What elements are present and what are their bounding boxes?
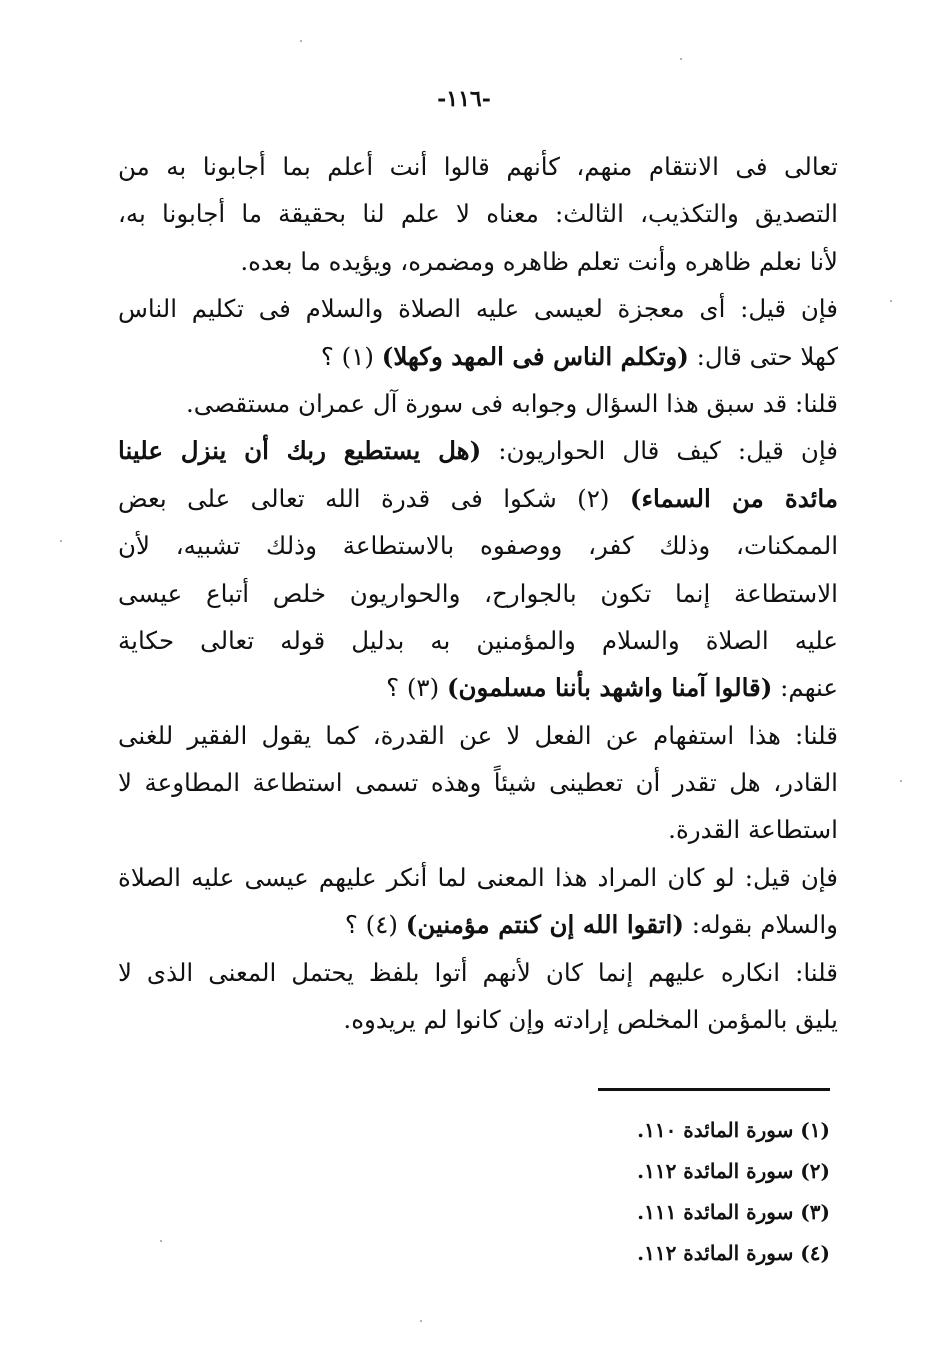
text-run: لأنا نعلم ظاهره وأنت تعلم ظاهره ومضمره، ويؤيده ما بعده. — [240, 246, 838, 276]
text-run: قلنا: هذا استفهام عن الفعل لا عن القدرة، كما يقول الفقير للغنى — [118, 720, 838, 750]
text-run: يليق بالمؤمن المخلص إرادته وإن كانوا لم يريدوه. — [343, 1005, 838, 1035]
text-run: فإن قيل: أى معجزة لعيسى عليه الصلاة والسلام فى تكليم الناس — [118, 294, 838, 324]
text-line — [118, 996, 838, 1043]
text-line — [118, 949, 838, 996]
text-run: الممكنات، وذلك كفر، ووصفوه بالاستطاعة وذلك تشبيه، لأن — [118, 531, 838, 561]
quran-verse: مائدة من السماء) — [629, 483, 838, 513]
footnote-3: (٣) سورة المائدة ١١١. — [637, 1200, 830, 1224]
footnote-4: (٤) سورة المائدة ١١٢. — [637, 1241, 830, 1265]
scan-speck — [900, 780, 902, 782]
text-run: الاستطاعة إنما تكون بالجوارح، والحواريون خلص أتباع عيسى — [118, 578, 838, 608]
text-line — [118, 238, 838, 285]
text-run: كهلا حتى قال: — [688, 341, 838, 371]
text-line — [118, 854, 838, 901]
text-run: القادر، هل تقدر أن تعطينى شيئاً وهذه تسمى استطاعة المطاوعة لا — [118, 768, 838, 798]
text-line — [118, 522, 838, 569]
text-run: (٣) ؟ — [386, 673, 447, 703]
text-line — [118, 570, 838, 617]
scan-speck — [160, 1240, 162, 1242]
text-run: فإن قيل: كيف قال الحواريون: — [481, 436, 838, 466]
text-line — [118, 617, 838, 664]
quran-verse: (وتكلم الناس فى المهد وكهلا) — [381, 341, 689, 371]
footnote-1: (١) سورة المائدة ١١٠. — [637, 1118, 830, 1142]
quran-verse: (قالوا آمنا واشهد بأننا مسلمون) — [446, 673, 773, 703]
scan-speck — [60, 540, 62, 542]
text-run: تعالى فى الانتقام منهم، كأنهم قالوا أنت أعلم بما أجابونا به من — [118, 152, 838, 181]
scan-speck — [890, 300, 892, 302]
scan-speck — [420, 1320, 422, 1322]
text-line — [118, 190, 838, 237]
text-run: قلنا: قد سبق هذا السؤال وجوابه فى سورة آل عمران مستقصى. — [185, 388, 838, 418]
footnotes — [570, 1110, 830, 1274]
text-line — [118, 475, 838, 522]
text-run: عنهم: — [772, 673, 838, 703]
text-run: والسلام بقوله: — [683, 910, 838, 940]
footnote-separator — [598, 1088, 830, 1091]
text-line — [118, 143, 838, 190]
scan-speck — [300, 40, 302, 42]
text-run: (١) ؟ — [320, 341, 382, 371]
text-run: فإن قيل: لو كان المراد هذا المعنى لما أنكر عليهم عيسى عليه الصلاة — [118, 862, 838, 892]
text-line — [118, 759, 838, 806]
text-line — [118, 712, 838, 759]
text-line — [118, 427, 838, 474]
body-text — [118, 143, 838, 1043]
quran-verse: (اتقوا الله إن كنتم مؤمنين) — [405, 910, 684, 940]
text-run: التصديق والتكذيب، الثالث: معناه لا علم لنا بحقيقة ما أجابونا به، — [118, 199, 838, 229]
text-line — [118, 333, 838, 380]
text-run: استطاعة القدرة. — [668, 815, 838, 845]
text-run: (٤) ؟ — [344, 910, 406, 940]
footnote-2: (٢) سورة المائدة ١١٢. — [637, 1159, 830, 1183]
scan-speck — [680, 58, 682, 60]
quran-verse: (هل يستطيع ربك أن ينزل علينا — [118, 436, 482, 466]
page-number: -١١٦- — [437, 86, 491, 112]
text-run: (٢) شكوا فى قدرة الله تعالى على بعض — [118, 483, 630, 513]
text-run: قلنا: انكاره عليهم إنما كان لأنهم أتوا بلفظ يحتمل المعنى الذى لا — [118, 957, 838, 987]
text-line — [118, 664, 838, 711]
text-line — [118, 285, 838, 332]
text-line — [118, 806, 838, 853]
text-line — [118, 380, 838, 427]
text-line — [118, 901, 838, 948]
text-run: عليه الصلاة والسلام والمؤمنين به بدليل قوله تعالى حكاية — [118, 625, 838, 655]
